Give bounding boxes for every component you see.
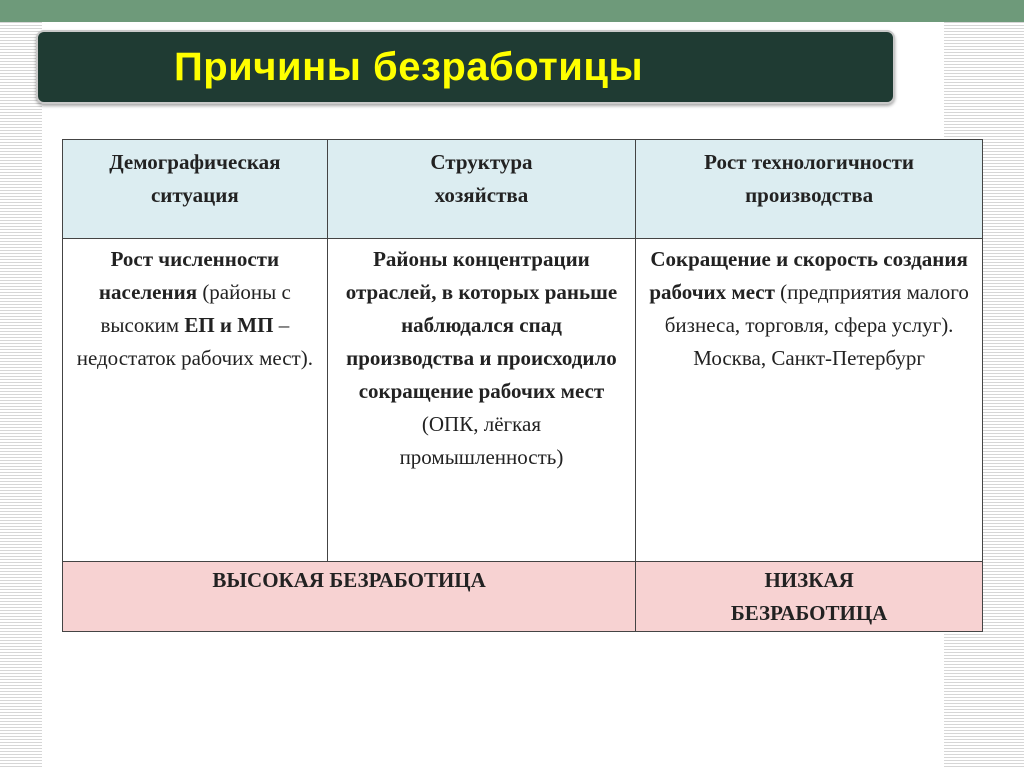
causes-table — [62, 139, 983, 632]
regions-note-text: (районы с высоким — [100, 280, 291, 337]
header-demographic-text: Демографическая ситуация — [109, 150, 281, 207]
slide-title: Причины безработицы — [174, 44, 644, 89]
cell-technology — [636, 239, 983, 562]
regions-concentration-text: Районы концентрации отраслей, в которых раньше наблюдался спад производства и происходило сокращение рабочих мест — [345, 247, 618, 403]
left-decorative-stripes — [0, 22, 42, 767]
industries-note-text: (ОПК, лёгкая промышленность) — [399, 412, 564, 469]
high-unemployment-text: ВЫСОКАЯ БЕЗРАБОТИЦА — [212, 568, 486, 592]
cell-demographic — [63, 239, 328, 562]
ep-mp-text: ЕП и МП — [184, 313, 274, 337]
header-row — [63, 140, 983, 239]
cell-structure — [327, 239, 636, 562]
cities-text: Москва, Санкт-Петербург — [693, 346, 925, 370]
header-technology-text: Рост технологичности производства — [704, 150, 914, 207]
header-structure-text: Структура хозяйства — [430, 150, 533, 207]
low-unemployment-cell — [636, 562, 983, 632]
content-row — [63, 239, 983, 562]
title-banner — [36, 30, 895, 104]
footer-row — [63, 562, 983, 632]
header-demographic — [63, 140, 328, 239]
jobs-shortage-text: – недостаток рабочих мест). — [76, 313, 313, 370]
header-technology — [636, 140, 983, 239]
low-unemployment-text: НИЗКАЯ БЕЗРАБОТИЦА — [730, 568, 888, 625]
jobs-reduction-text: Сокращение и скорость создания рабочих мест — [649, 247, 968, 304]
small-business-note-text: (предприятия малого бизнеса, торговля, сфера услуг). — [664, 280, 969, 337]
population-growth-text: Рост численности населения — [98, 247, 280, 304]
high-unemployment-cell — [63, 562, 636, 632]
top-decorative-band — [0, 0, 1024, 22]
header-structure — [327, 140, 636, 239]
